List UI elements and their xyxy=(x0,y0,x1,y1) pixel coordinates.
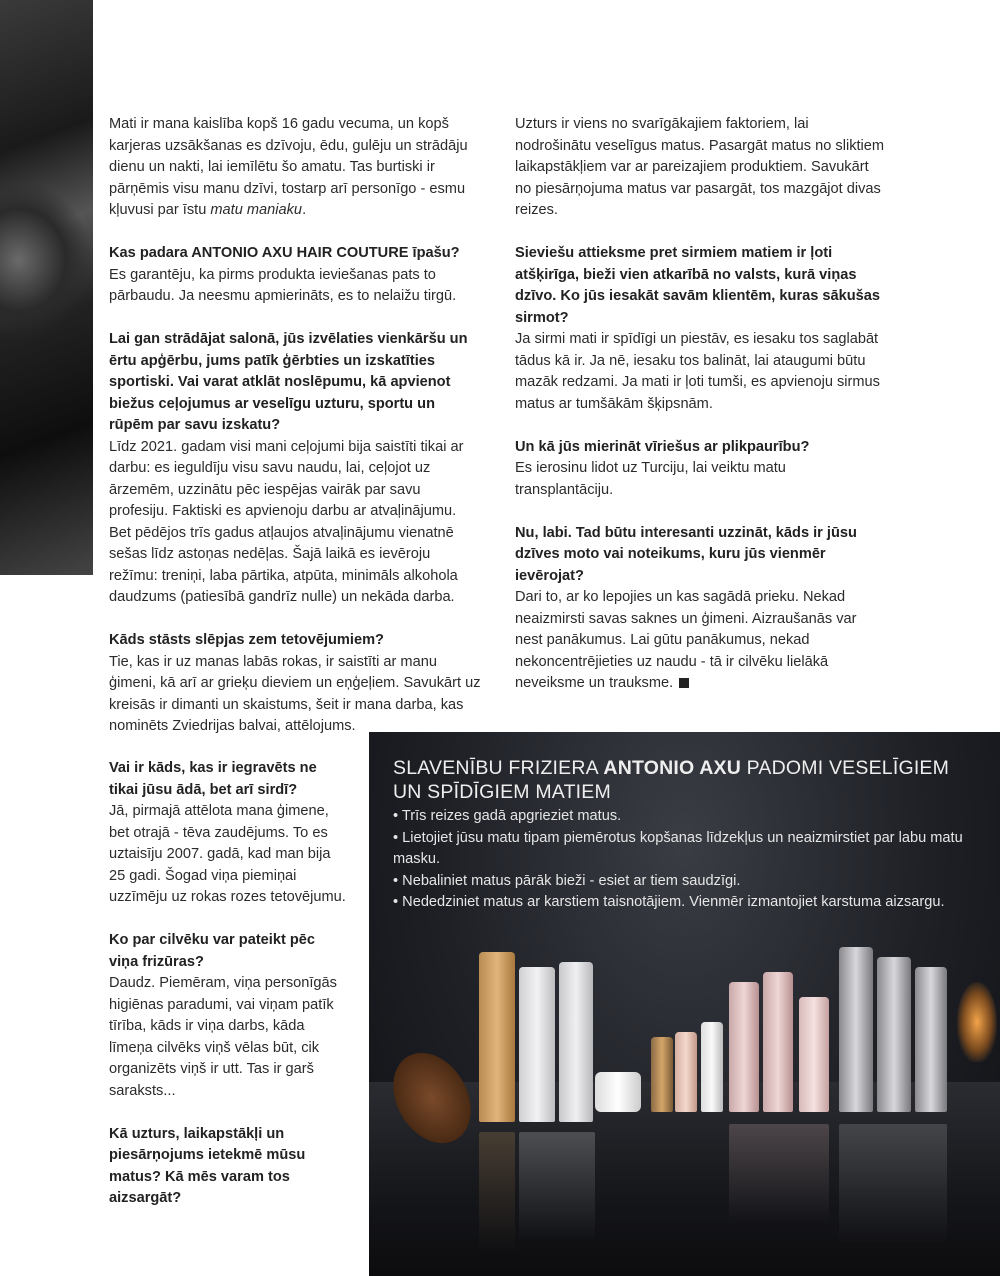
product-reflection xyxy=(479,1132,515,1252)
interview-question: Kā uzturs, laikapstākļi un piesārņojums ietekmē mūsu matus? Kā mēs varam tos aizsargāt? xyxy=(109,1125,306,1206)
interview-question: Nu, labi. Tad būtu interesanti uzzināt, kāds ir jūsu dzīves moto vai noteikums, kuru jūs vienmēr ievērojat? xyxy=(515,524,857,584)
product-reflection xyxy=(519,1132,595,1242)
tip-item: • Trīs reizes gadā apgrieziet matus. xyxy=(393,808,622,824)
product-bottle xyxy=(675,1032,697,1112)
interview-answer: Līdz 2021. gadam visi mani ceļojumi bija saistīti tikai ar darbu: es ieguldīju visu savu naudu, lai, ceļojot uz ārzemēm, uzzinātu pēc iespējas vairāk par savu profesiju. Faktiski es apvienoju darbu ar atvaļinājumu. Bet pēdējos trīs gadus atļaujos atvaļinājumu vienatnē sešas līdz astoņas nedēļas. Šajā laikā es ievēroju režīmu: treniņi, laba pārtika, atpūta, minimāls alkohola daudzums (patiesībā gandrīz nulle) un nekāda darba. xyxy=(109,438,464,605)
interview-column-left-lower xyxy=(109,758,347,1210)
product-reflection xyxy=(839,1124,947,1244)
interview-answer: Daudz. Piemēram, viņa personīgās higiēnas paradumi, vai viņam patīk tīrība, kāds ir viņa darbs, kāda līmeņa cilvēks viņš vēlas būt, cik organizēts viņš ir utt. Tas ir garš saraksts... xyxy=(109,975,337,1099)
interview-question: Kas padara ANTONIO AXU HAIR COUTURE īpašu? xyxy=(109,245,460,261)
interview-column-right xyxy=(515,114,887,695)
interview-answer: Jā, pirmajā attēlota mana ģimene, bet otrajā - tēva zaudējums. To es uztaisīju 2007. gadā, kad man bija 25 gadi. Šogad viņa piemiņai uzzīmēju uz rokas rozes tetovējumu. xyxy=(109,803,346,905)
interview-question: Ko par cilvēku var pateikt pēc viņa frizūras? xyxy=(109,932,316,970)
interview-question: Sieviešu attieksme pret sirmiem matiem ir ļoti atšķirīga, bieži vien atkarībā no valsts, kurā viņas dzīvo. Ko jūs iesakāt savām klientēm, kuras sākušas sirmot? xyxy=(515,245,881,326)
interview-question: Vai ir kāds, kas ir iegravēts ne tikai jūsu ādā, bet arī sirdī? xyxy=(109,760,317,798)
product-tube xyxy=(799,997,829,1112)
light-bulb-icon xyxy=(957,982,997,1062)
interview-question: Kāds stāsts slēpjas zem tetovējumiem? xyxy=(109,632,384,648)
product-bottle xyxy=(651,1037,673,1112)
interview-answer: Es garantēju, ka pirms produkta ieviešanas pats to pārbaudu. Ja neesmu apmierināts, es to nelaižu tirgū. xyxy=(109,266,457,304)
product-reflection xyxy=(729,1124,829,1224)
product-bottle xyxy=(729,982,759,1112)
product-bottle xyxy=(519,967,555,1122)
product-bottle xyxy=(701,1022,723,1112)
product-can xyxy=(915,967,947,1112)
interview-answer: Tie, kas ir uz manas labās rokas, ir saistīti ar manu ģimeni, kā arī ar grieķu dieviem un eņģeļiem. Savukārt uz kreisās ir dimanti un skaistums, šeit ir mana darba, kas nominēts Zviedrijas balvai, attēlojums. xyxy=(109,653,481,734)
tip-item: • Nebaliniet matus pārāk bieži - esiet ar tiem saudzīgi. xyxy=(393,872,741,889)
product-bottle xyxy=(763,972,793,1112)
interview-answer: Es ierosinu lidot uz Turciju, lai veiktu matu transplantāciju. xyxy=(515,460,786,498)
interview-answer: Uzturs ir viens no svarīgākajiem faktoriem, lai nodrošinātu veselīgus matus. Pasargāt matus no sliktiem laikapstākļiem var ar pareizajiem produktiem. Savukārt no piesārņojuma matus var pasargāt, tos mazgājot divas reizes. xyxy=(515,116,885,218)
product-can xyxy=(877,957,911,1112)
interview-question: Un kā jūs mierināt vīriešus ar plikpaurību? xyxy=(515,438,810,455)
interview-answer: Mati ir mana kaislība kopš 16 gadu vecuma, un kopš karjeras uzsākšanas es dzīvoju, ēdu, gulēju un strādāju dienu un nakti, lai iemīlētu šo amatu. Tas burtiski ir pārņēmis visu manu dzīvi, tostarp arī personīgo - esmu kļuvusi par īstu matu maniaku. xyxy=(109,116,468,218)
tips-title: SLAVENĪBU FRIZIERA ANTONIO AXU PADOMI VESELĪGIEM UN SPĪDĪGIEM MATIEM xyxy=(393,757,950,803)
tip-item: • Nededziniet matus ar karstiem taisnotājiem. Vienmēr izmantojiet karstuma aizsargu. xyxy=(393,894,945,910)
product-jar xyxy=(595,1072,641,1112)
interview-column-left xyxy=(109,114,481,738)
tips-list xyxy=(393,806,993,914)
product-bottle xyxy=(559,962,593,1122)
tips-box xyxy=(369,732,1000,1276)
tip-item: • Lietojiet jūsu matu tipam piemērotus kopšanas līdzekļus un neaizmirstiet par labu matu masku. xyxy=(393,829,963,867)
product-can xyxy=(839,947,873,1112)
article-end-mark xyxy=(679,678,689,688)
interview-question: Lai gan strādājat salonā, jūs izvēlaties vienkāršu un ērtu apģērbu, jums patīk ģērbties un izskatīties sportiski. Vai varat atklāt noslēpumu, kā apvienot biežus ceļojumus ar veselīgu uzturu, sportu un rūpēm par savu izskatu? xyxy=(109,331,468,433)
product-bottle xyxy=(479,952,515,1122)
portrait-photo-edge xyxy=(0,0,93,575)
interview-answer: Ja sirmi mati ir spīdīgi un piestāv, es iesaku tos saglabāt tādus kā ir. Ja nē, iesaku tos balināt, lai ataugumi būtu mazāk redzami. Ja mati ir ļoti tumši, es apvienoju sirmus matus ar tumšākām šķipsnām. xyxy=(515,331,880,412)
interview-answer: Dari to, ar ko lepojies un kas sagādā prieku. Nekad neaizmirsti savas saknes un ģimeni. Aizraušanās var nest panākumus. Lai gūtu panākumus, nekad nekoncentrējieties uz naudu - tā ir cilvēku lielākā neveiksme un trauksme. xyxy=(515,589,857,691)
